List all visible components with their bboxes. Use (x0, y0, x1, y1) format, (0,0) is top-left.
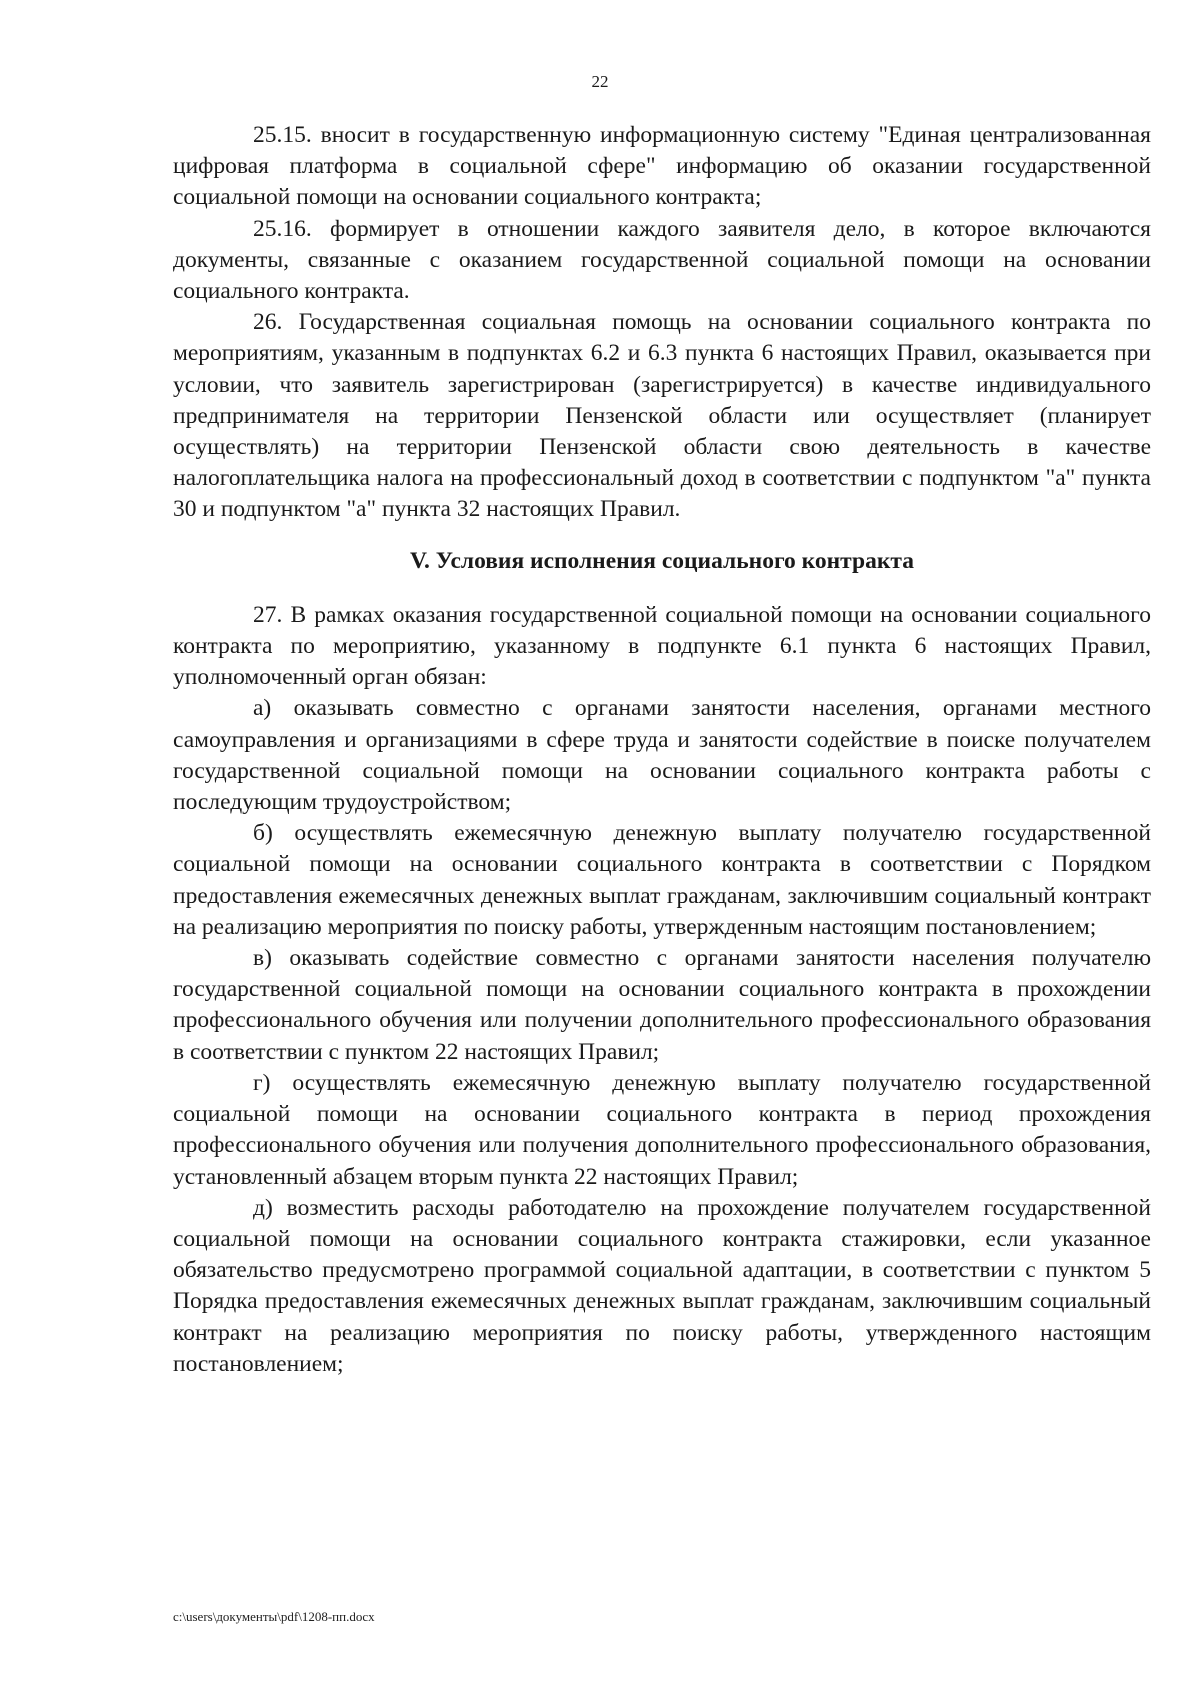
paragraph-27-v: в) оказывать содействие совместно с органами занятости населения получателю государственной социальной помощи на основании социального контракта в прохождении профессионального обучения или получении дополнительного профессионального образования в соответствии с пунктом 22 настоящих Правил; (173, 945, 1151, 1065)
page-number: 22 (591, 72, 609, 91)
paragraph-27-g: г) осуществлять ежемесячную денежную выплату получателю государственной социальной помощи на основании социального контракта в период прохождения профессионального обучения или получения дополнительного профессионального образования, установленный абзацем вторым пункта 22 настоящих Правил; (173, 1069, 1151, 1190)
footer-file-path: c:\users\документы\pdf\1208-пп.docx (173, 1609, 375, 1624)
document-body (173, 120, 1151, 1380)
paragraph-27: 27. В рамках оказания государственной социальной помощи на основании социального контракта по мероприятию, указанному в подпункте 6.1 пункта 6 настоящих Правил, уполномоченный орган обязан: (173, 601, 1151, 691)
paragraph-27-b: б) осуществлять ежемесячную денежную выплату получателю государственной социальной помощи на основании социального контракта в соответствии с Порядком предоставления ежемесячных денежных выплат гражданам, заключившим социальный контракт на реализацию мероприятия по поиску работы, утвержденным настоящим постановлением; (173, 820, 1151, 940)
section-heading: V. Условия исполнения социального контракта (410, 547, 914, 574)
paragraph-26: 26. Государственная социальная помощь на основании социального контракта по мероприятиям, указанным в подпунктах 6.2 и 6.3 пункта 6 настоящих Правил, оказывается при условии, что заявитель зарегистрирован (зарегистрируется) в качестве индивидуального предпринимателя на территории Пензенской области или осуществляет (планирует осуществлять) на территории Пензенской области свою деятельность в качестве налогоплательщика налога на профессиональный доход в соответствии с подпунктом "а" пункта 30 и подпунктом "а" пункта 32 настоящих Правил. (173, 309, 1151, 523)
paragraph-27-d: д) возместить расходы работодателю на прохождение получателем государственной социальной помощи на основании социального контракта стажировки, если указанное обязательство предусмотрено программой социальной адаптации, в соответствии с пунктом 5 Порядка предоставления ежемесячных денежных выплат гражданам, заключившим социальный контракт на реализацию мероприятия по поиску работы, утвержденного настоящим постановлением; (173, 1194, 1151, 1377)
paragraph-25-16: 25.16. формирует в отношении каждого заявителя дело, в которое включаются документы, связанные с оказанием государственной социальной помощи на основании социального контракта. (173, 215, 1151, 305)
paragraph-27-a: а) оказывать совместно с органами занятости населения, органами местного самоуправления и организациями в сфере труда и занятости содействие в поиске получателем государственной социальной помощи на основании социального контракта работы с последующим трудоустройством; (173, 695, 1151, 816)
paragraph-25-15: 25.15. вносит в государственную информационную систему "Единая централизованная цифровая платформа в социальной сфере" информацию об оказании государственной социальной помощи на основании социального контракта; (173, 122, 1151, 211)
